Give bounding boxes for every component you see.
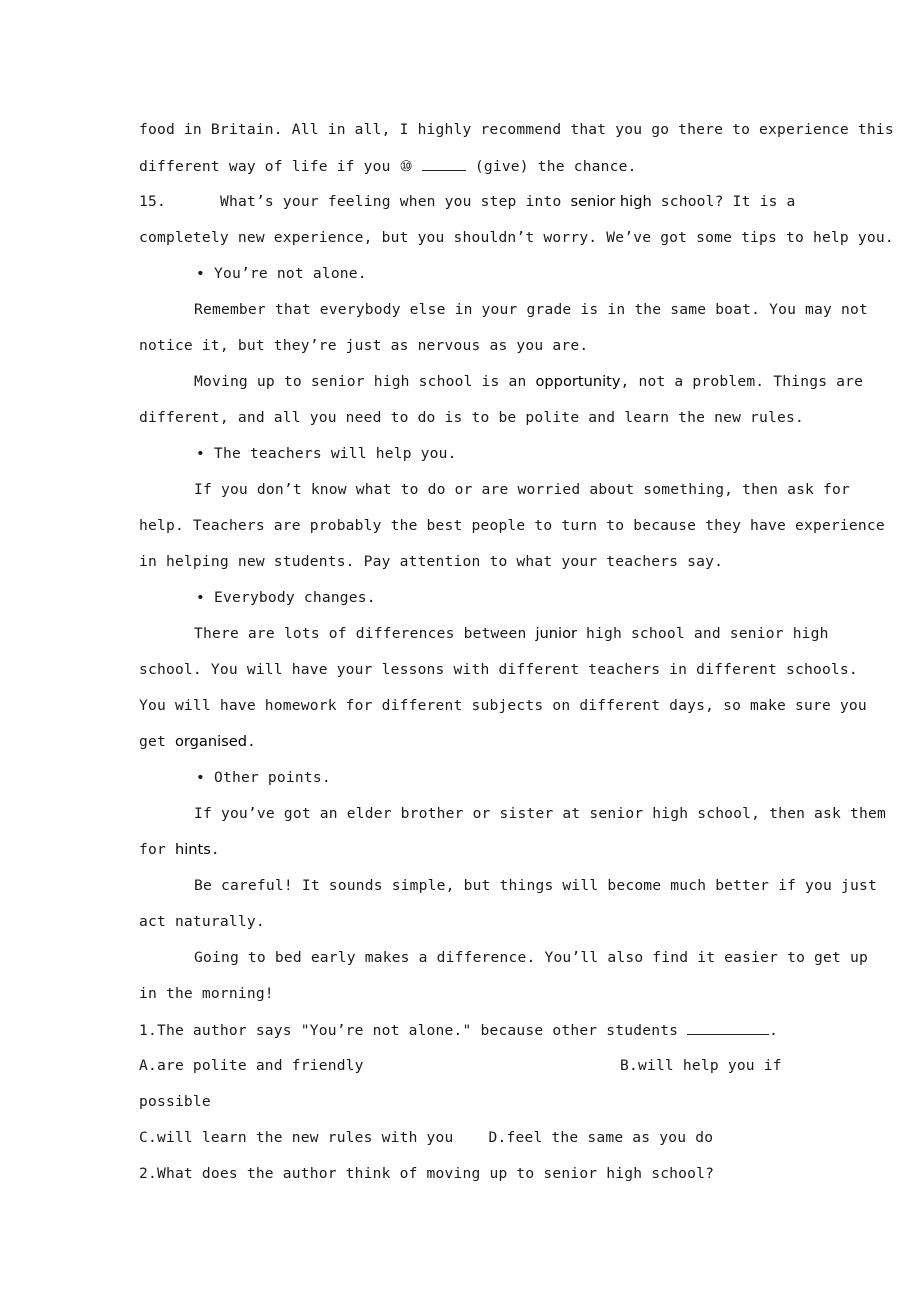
paragraph-line: If you don’t know what to do or are worried about something, then ask for: [194, 481, 850, 498]
paragraph-text: Moving up to senior high school is an: [194, 373, 536, 390]
paragraph-text-tail: .: [210, 841, 220, 858]
paragraph-line: [139, 840, 789, 860]
paragraph-line: Be careful! It sounds simple, but things will become much better if you just: [194, 877, 877, 894]
question-1-stem: [139, 1020, 789, 1041]
paragraph-line: school. You will have your lessons with different teachers in different schools.: [139, 661, 858, 678]
paragraph-line: help. Teachers are probably the best people to turn to because they have experience: [139, 517, 885, 534]
paragraph-line: in helping new students. Pay attention to what your teachers say.: [139, 553, 724, 570]
paragraph-text-tail: , not a problem. Things are: [620, 373, 864, 390]
paragraph-line: different, and all you need to do is to be polite and learn the new rules.: [139, 409, 804, 426]
q15-intro-line-1: [139, 192, 796, 212]
question-2-stem: 2.What does the author think of moving up to senior high school?: [139, 1165, 715, 1182]
bullet-icon: •: [196, 769, 205, 786]
bullet-icon: •: [196, 265, 205, 282]
passage-end-line-1: food in Britain. All in all, I highly recommend that you go there to experience this: [139, 121, 894, 138]
paragraph-text: There are lots of differences between: [194, 625, 536, 642]
heading-teachers: [196, 444, 846, 464]
paragraph-text-tail: .: [246, 733, 256, 750]
bold-term: senior high: [570, 193, 652, 210]
heading-text: Everybody changes.: [214, 589, 376, 606]
paragraph-line: If you’ve got an elder brother or sister at senior high school, then ask them: [194, 805, 886, 822]
bold-term: hints: [174, 841, 211, 858]
intro-text-tail: school? It is a: [651, 193, 796, 210]
paragraph-text: get: [139, 733, 175, 750]
heading-not-alone: [196, 264, 846, 284]
paragraph-line: in the morning!: [139, 985, 274, 1002]
heading-text: You’re not alone.: [214, 265, 367, 282]
answer-blank-10[interactable]: [422, 156, 466, 171]
bullet-icon: •: [196, 589, 205, 606]
heading-changes: [196, 588, 846, 608]
paragraph-text-tail: high school and senior high: [577, 625, 829, 642]
intro-text: What’s your feeling when you step into: [220, 193, 571, 210]
paragraph-line: [194, 624, 829, 644]
option-d[interactable]: D.feel the same as you do: [488, 1129, 714, 1146]
question-1-options-row-2: [139, 1128, 789, 1148]
option-a[interactable]: A.are polite and friendly: [139, 1057, 364, 1074]
paragraph-line: [139, 732, 789, 752]
question-text-end: .: [769, 1022, 779, 1039]
paragraph-line: Remember that everybody else in your grade is in the same boat. You may not: [194, 301, 868, 318]
bold-term: junior: [535, 625, 578, 642]
heading-text: Other points.: [214, 769, 331, 786]
option-c[interactable]: C.will learn the new rules with you: [139, 1129, 454, 1146]
passage-end-text-tail: (give) the chance.: [465, 158, 637, 175]
answer-blank-q1[interactable]: [687, 1020, 769, 1035]
bold-term: organised: [174, 733, 247, 750]
passage-end-text: different way of life if you ⑩: [139, 158, 422, 175]
bullet-icon: •: [196, 445, 205, 462]
question-number: 15.: [139, 193, 166, 210]
bold-term: opportunity: [535, 373, 621, 390]
heading-text: The teachers will help you.: [214, 445, 457, 462]
paragraph-line: You will have homework for different subjects on different days, so make sure you: [139, 697, 867, 714]
paragraph-line: Going to bed early makes a difference. You’ll also find it easier to get up: [194, 949, 868, 966]
question-text: 1.The author says "You’re not alone." because other students: [139, 1022, 688, 1039]
option-b-wrap: possible: [139, 1093, 211, 1110]
paragraph-line: notice it, but they’re just as nervous as you are.: [139, 337, 589, 354]
paragraph-line: act naturally.: [139, 913, 265, 930]
passage-end-line-2: [139, 156, 789, 177]
q15-intro-line-2: completely new experience, but you shouldn’t worry. We’ve got some tips to help you.: [139, 229, 894, 246]
paragraph-line: [194, 372, 864, 392]
heading-other-points: [196, 768, 846, 788]
paragraph-text: for: [139, 841, 175, 858]
option-b[interactable]: B.will help you if: [620, 1057, 782, 1074]
